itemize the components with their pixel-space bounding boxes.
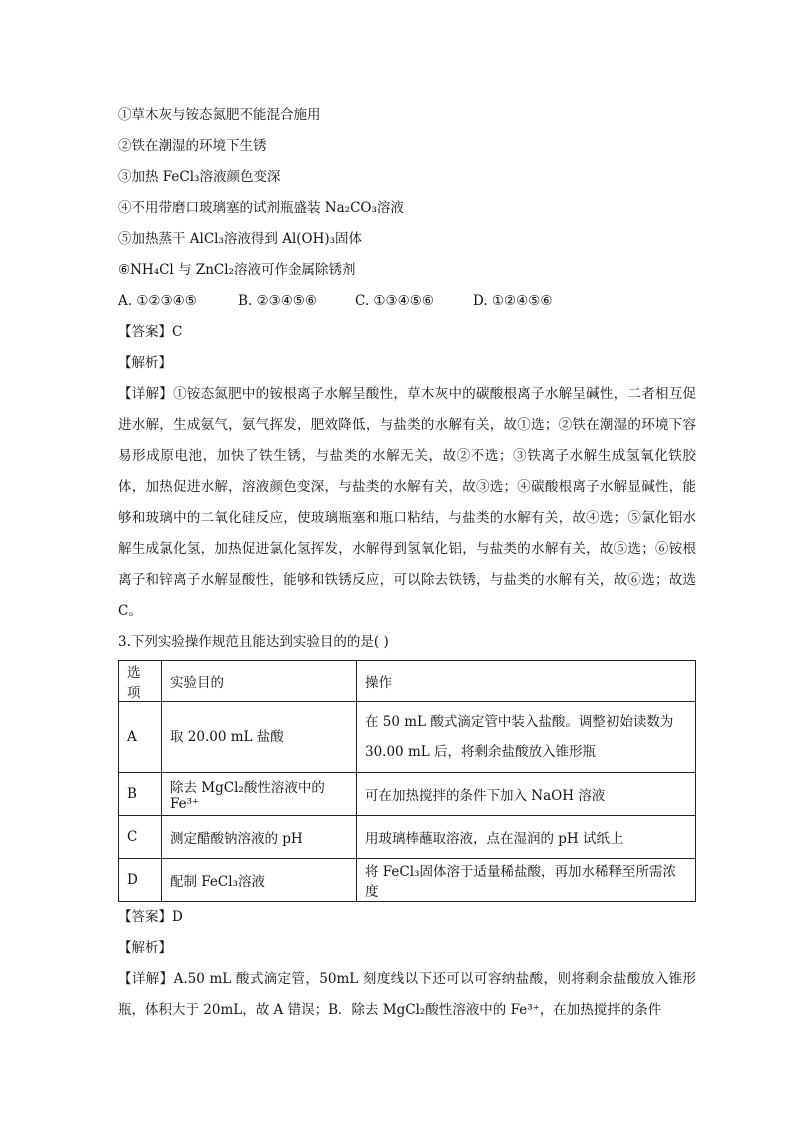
q2-answer: 【答案】C — [118, 324, 183, 340]
q3-detail: 【详解】A.50 mL 酸式滴定管，50mL 刻度线以下还可以可容纳盐酸，则将剩余盐酸放入锥形瓶，体积大于 20mL，故 A 错误；B．除去 MgCl₂酸性溶液中的 Fe³⁺，在加热搅拌的条件 — [118, 971, 696, 1018]
q2-analysis-label: 【解析】 — [118, 355, 172, 371]
table-row — [119, 816, 696, 859]
table-cell: 测定醋酸钠溶液的 pH — [162, 816, 357, 859]
q3-answer: 【答案】D — [118, 909, 183, 925]
statement-2: ②铁在潮湿的环境下生锈 — [118, 138, 267, 154]
choice-a: A. ①②③④⑤ — [118, 293, 197, 309]
table-header-row — [119, 661, 696, 702]
table-cell: D — [119, 859, 162, 902]
choice-b: B. ②③④⑤⑥ — [238, 293, 318, 309]
table-cell: 用玻璃棒蘸取溶液，点在湿润的 pH 试纸上 — [357, 816, 696, 859]
table-cell: 可在加热搅拌的条件下加入 NaOH 溶液 — [357, 773, 696, 816]
choice-c: C. ①③④⑤⑥ — [355, 293, 434, 309]
table-cell: C — [119, 816, 162, 859]
q3-analysis-label: 【解析】 — [118, 940, 172, 956]
table-cell: 将 FeCl₃固体溶于适量稀盐酸，再加水稀释至所需浓度 — [357, 859, 696, 902]
table-header-cell: 选项 — [119, 661, 162, 702]
table-cell: B — [119, 773, 162, 816]
table-row — [119, 859, 696, 902]
statement-6: ⑥NH₄Cl 与 ZnCl₂溶液可作金属除锈剂 — [118, 262, 356, 278]
statement-4: ④不用带磨口玻璃塞的试剂瓶盛装 Na₂CO₃溶液 — [118, 200, 404, 216]
statement-3: ③加热 FeCl₃溶液颜色变深 — [118, 169, 281, 185]
answer-choices — [118, 286, 696, 317]
table-row — [119, 773, 696, 816]
q3-title: 3.下列实验操作规范且能达到实验目的的是( ) — [118, 634, 389, 650]
choice-d: D. ①②④⑤⑥ — [473, 293, 553, 309]
table-cell: A — [119, 702, 162, 773]
table-cell: 取 20.00 mL 盐酸 — [162, 702, 357, 773]
table-cell: 配制 FeCl₃溶液 — [162, 859, 357, 902]
table-header-cell: 操作 — [357, 661, 696, 702]
statement-1: ①草木灰与铵态氮肥不能混合施用 — [118, 107, 321, 123]
document-page — [118, 100, 696, 1026]
table-header-cell: 实验目的 — [162, 661, 357, 702]
statement-5: ⑤加热蒸干 AlCl₃溶液得到 Al(OH)₃固体 — [118, 231, 363, 247]
experiment-table — [118, 660, 696, 902]
table-row — [119, 702, 696, 773]
q2-detail: 【详解】①铵态氮肥中的铵根离子水解呈酸性，草木灰中的碳酸根离子水解呈碱性，二者相互促进水解，生成氨气，氨气挥发，肥效降低，与盐类的水解有关，故①选；②铁在潮湿的环境下容易形成原电池，加快了铁生锈，与盐类的水解无关，故②不选；③铁离子水解生成氢氧化铁胶体，加热促进水解，溶液颜色变深，与盐类的水解有关，故③选；④碳酸根离子水解显碱性，能够和玻璃中的二氧化硅反应，使玻璃瓶塞和瓶口粘结，与盐类的水解有关，故④选；⑤氯化铝水解生成氯化氢，加热促进氯化氢挥发，水解得到氢氧化铝，与盐类的水解有关，故⑤选；⑥铵根离子和锌离子水解显酸性，能够和铁锈反应，可以除去铁锈，与盐类的水解有关，故⑥选；故选 C。 — [118, 386, 696, 619]
table-cell: 除去 MgCl₂酸性溶液中的 Fe³⁺ — [162, 773, 357, 816]
table-cell: 在 50 mL 酸式滴定管中装入盐酸。调整初始读数为 30.00 mL 后，将剩余盐酸放入锥形瓶 — [357, 702, 696, 773]
